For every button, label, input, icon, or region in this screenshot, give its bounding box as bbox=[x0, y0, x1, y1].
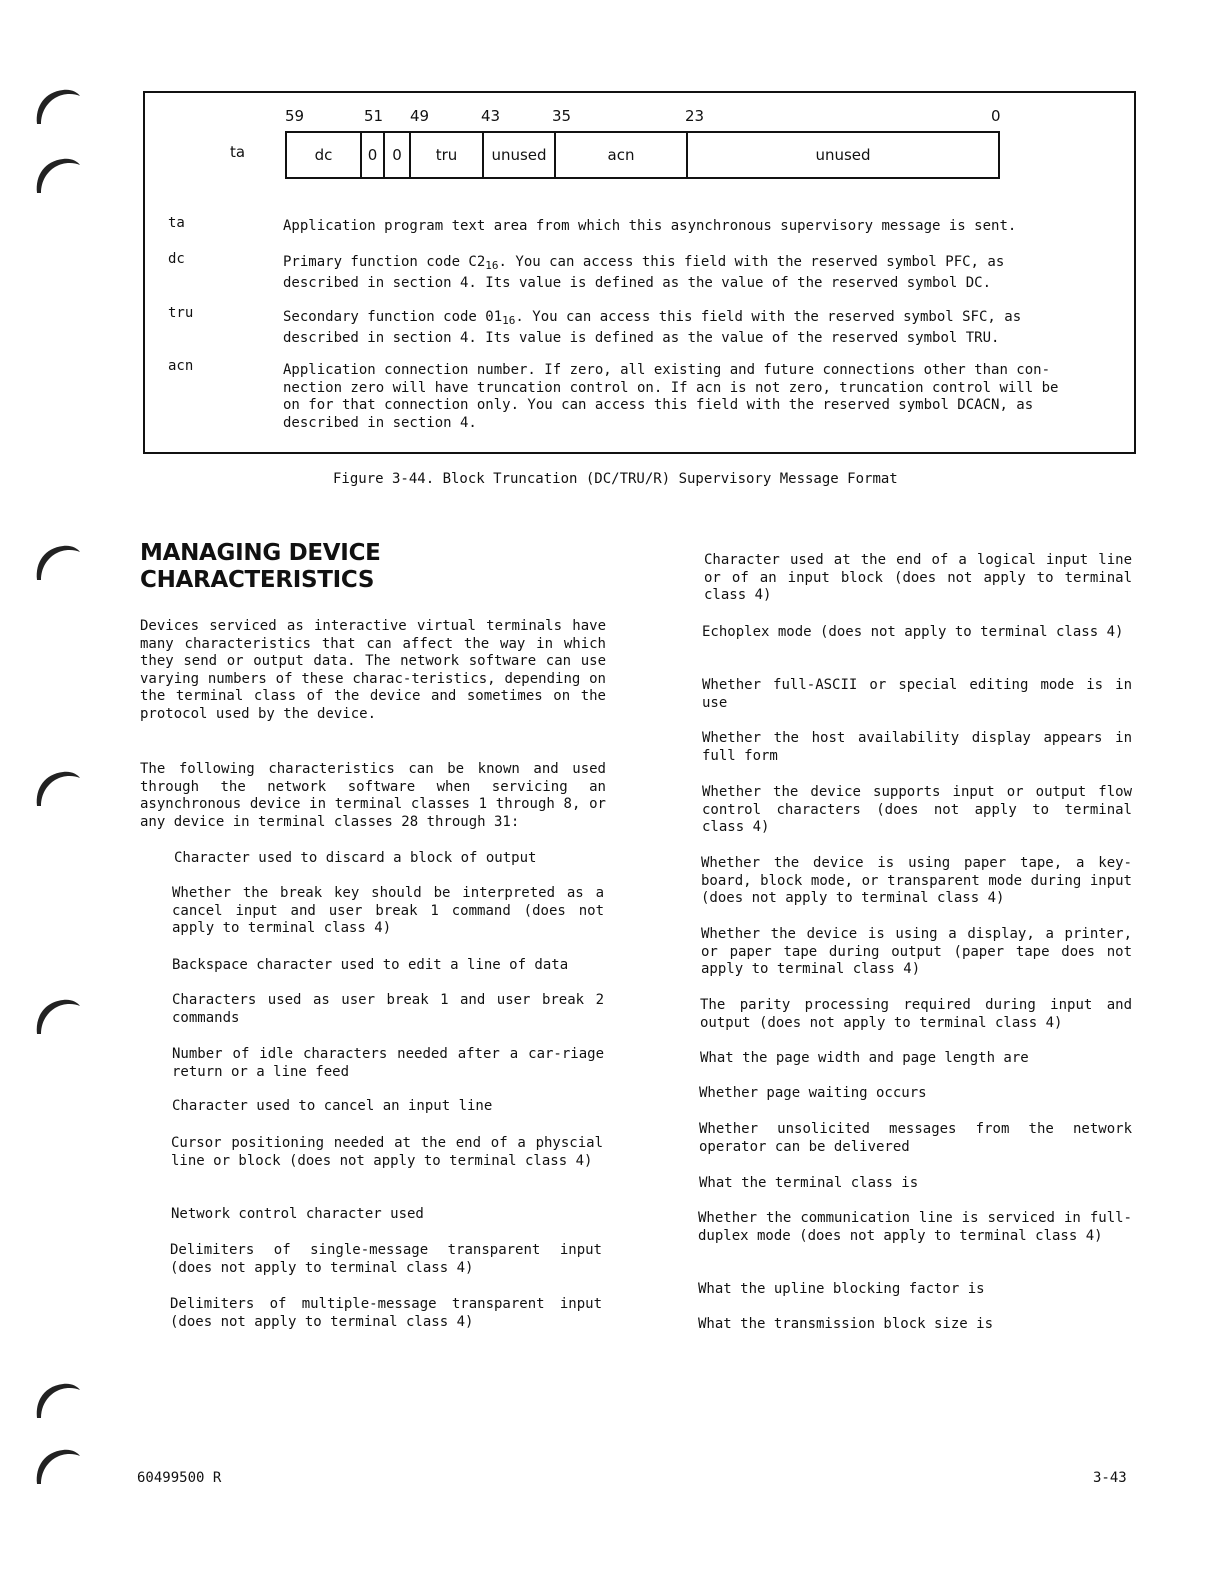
list-item: Character used to discard a block of output bbox=[174, 850, 537, 866]
punch-hole-mark bbox=[33, 1446, 83, 1486]
field-unused: unused bbox=[482, 131, 554, 179]
list-item: Cursor positioning needed at the end of a physcial line or block (does not apply to terminal class 4) bbox=[171, 1135, 603, 1169]
definition-text: Primary function code $C2_{16}$. You can access this field with the reserved symbol PFC, as described in section 4. Its value is defined as the value of the reserved symbol DC. bbox=[283, 254, 1005, 291]
punch-hole-mark bbox=[33, 155, 83, 195]
list-item: Delimiters of multiple-message transparent input (does not apply to terminal class 4) bbox=[170, 1296, 602, 1330]
list-item: Whether the communication line is serviced in full-duplex mode (does not apply to terminal class 4) bbox=[698, 1210, 1132, 1244]
list-item: Characters used as user break 1 and user break 2 commands bbox=[172, 992, 604, 1026]
list-item: Whether the device is using a display, a printer, or paper tape during output (paper tape does not apply to terminal class 4) bbox=[701, 926, 1132, 977]
list-item: Whether full-ASCII or special editing mode is in use bbox=[702, 677, 1132, 711]
list-item: Network control character used bbox=[171, 1206, 424, 1222]
intro-paragraph: The following characteristics can be known and used through the network software when servicing an asynchronous device in terminal classes 1 through 8, or any device in terminal classes 28 through 31: bbox=[140, 761, 606, 830]
list-item: Whether the device is using paper tape, a key-board, block mode, or transparent mode during input (does not apply to terminal class 4) bbox=[701, 855, 1132, 906]
intro-paragraph: Devices serviced as interactive virtual terminals have many characteristics that can affect the way in which they send or output data. The network software can use varying numbers of these charac-teristics, depending on the terminal class of the device and sometimes on the protocol used by the device. bbox=[140, 618, 606, 722]
list-item: Delimiters of single-message transparent input (does not apply to terminal class 4) bbox=[170, 1242, 602, 1276]
field-unused: unused bbox=[686, 131, 1000, 179]
section-heading: MANAGING DEVICE CHARACTERISTICS bbox=[140, 540, 381, 593]
punch-hole-mark bbox=[33, 1380, 83, 1420]
field-zero-bit: 0 bbox=[383, 131, 409, 179]
definition-text: Application connection number. If zero, all existing and future connections other than con- nection zero will have truncation control on. If acn is not zero, truncation control will be on for that connection only. You can access this field with the reserved symbol DCACN, as described in section 4. bbox=[283, 362, 1059, 431]
field-zero-bit: 0 bbox=[360, 131, 383, 179]
list-item: Whether the host availability display appears in full form bbox=[702, 730, 1132, 764]
definition-text: Secondary function code $01_{16}$. You can access this field with the reserved symbol SFC, as described in section 4. Its value is defined as the value of the reserved symbol TRU. bbox=[283, 309, 1022, 346]
document-number: 60499500 R bbox=[137, 1470, 222, 1486]
list-item: What the upline blocking factor is bbox=[698, 1281, 985, 1297]
punch-hole-mark bbox=[33, 996, 83, 1036]
field-dc: dc bbox=[285, 131, 360, 179]
punch-hole-mark bbox=[33, 768, 83, 808]
figure-caption: Figure 3-44. Block Truncation (DC/TRU/R) Supervisory Message Format bbox=[333, 471, 898, 487]
punch-hole-mark bbox=[33, 86, 83, 126]
bit-number: 35 bbox=[552, 107, 572, 125]
list-item: What the page width and page length are bbox=[700, 1050, 1029, 1066]
word-row-label: ta bbox=[230, 143, 246, 161]
bit-number: 23 bbox=[685, 107, 705, 125]
definition-term: tru bbox=[168, 305, 194, 321]
list-item: Number of idle characters needed after a car-riage return or a line feed bbox=[172, 1046, 604, 1080]
definition-text: Application program text area from which this asynchronous supervisory message is sent. bbox=[283, 218, 1017, 234]
bit-number: 0 bbox=[991, 107, 1001, 125]
list-item: Backspace character used to edit a line of data bbox=[172, 957, 569, 973]
bit-number: 43 bbox=[481, 107, 501, 125]
list-item: What the transmission block size is bbox=[698, 1316, 994, 1332]
bit-number: 59 bbox=[285, 107, 305, 125]
list-item: Whether page waiting occurs bbox=[699, 1085, 927, 1101]
bit-number: 49 bbox=[410, 107, 430, 125]
list-item: Echoplex mode (does not apply to terminal class 4) bbox=[702, 624, 1124, 640]
punch-hole-mark bbox=[33, 542, 83, 582]
definition-term: acn bbox=[168, 358, 194, 374]
list-item: Whether the device supports input or output flow control characters (does not apply to terminal class 4) bbox=[702, 784, 1132, 835]
list-item: Character used to cancel an input line bbox=[172, 1098, 493, 1114]
list-item: What the terminal class is bbox=[699, 1175, 919, 1191]
bit-number: 51 bbox=[364, 107, 384, 125]
field-acn: acn bbox=[554, 131, 686, 179]
list-item: The parity processing required during input and output (does not apply to terminal class 4) bbox=[700, 997, 1132, 1031]
definition-term: dc bbox=[168, 251, 185, 267]
list-item: Character used at the end of a logical input line or of an input block (does not apply to terminal class 4) bbox=[704, 552, 1132, 603]
definition-term: ta bbox=[168, 215, 185, 231]
page-number: 3-43 bbox=[1093, 1470, 1127, 1486]
list-item: Whether the break key should be interpreted as a cancel input and user break 1 command (does not apply to terminal class 4) bbox=[172, 885, 604, 936]
field-tru: tru bbox=[409, 131, 482, 179]
list-item: Whether unsolicited messages from the network operator can be delivered bbox=[699, 1121, 1132, 1155]
